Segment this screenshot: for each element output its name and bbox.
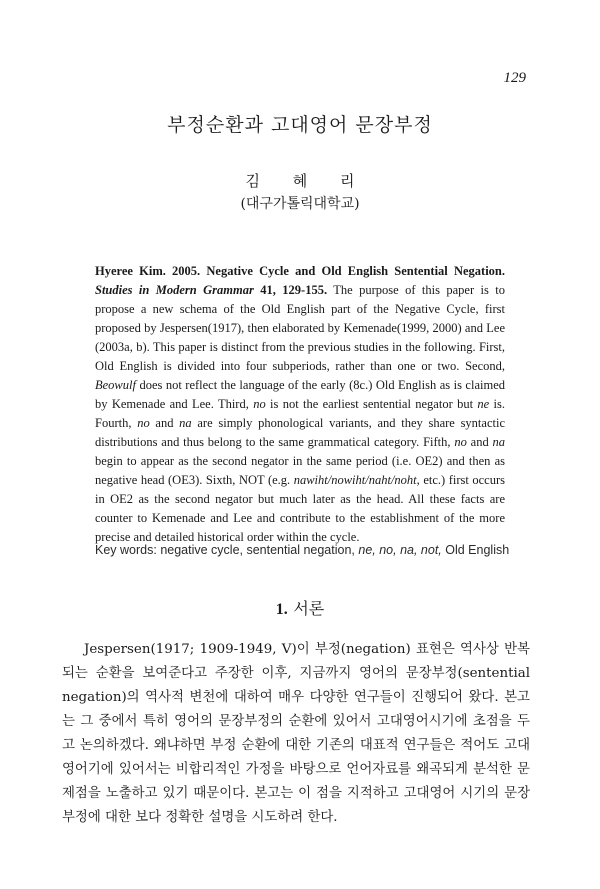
keywords-plain: negative cycle, sentential negation, bbox=[156, 543, 359, 557]
abstract-italic-term: Beowulf bbox=[95, 378, 136, 392]
citation-author: Hyeree Kim. 2005. bbox=[95, 264, 201, 278]
abstract-italic-term: ne bbox=[477, 397, 490, 411]
citation-title: Negative Cycle and Old English Sentential Negation. bbox=[206, 264, 506, 278]
abstract-italic-term: no bbox=[454, 435, 467, 449]
author-affiliation: (대구가톨릭대학교) bbox=[240, 196, 360, 212]
keywords-tail: Old English bbox=[441, 543, 510, 557]
author-name: 김 혜 리 bbox=[245, 172, 369, 190]
abstract-italic-term: na bbox=[492, 435, 505, 449]
abstract-text-run: and bbox=[149, 416, 180, 430]
abstract bbox=[95, 262, 505, 547]
abstract-body bbox=[95, 283, 505, 544]
keywords-italic: ne, no, na, not, bbox=[358, 543, 442, 557]
paper-title: 부정순환과 고대영어 문장부정 bbox=[167, 114, 433, 136]
body-paragraph: Jespersen(1917; 1909-1949, V)이 부정(negation) 표현은 역사상 반복되는 순환을 보여준다고 주장한 이후, 지금까지 영어의 문장부정(sentential negation)의 역사적 변천에 대하여 매우 다양한 연구들이 진행되어 왔다. 본고는 그 중에서 특히 영어의 문장부정의 순환에 있어서 고대영어시기에 초점을 두고 논의하겠다. 왜냐하면 부정 순환에 대한 기존의 대표적 연구들은 적어도 고대영어기에 있어서는 비합리적인 가정을 바탕으로 언어자료를 왜곡되게 분석한 문제점을 노출하고 있기 때문이다. 본고는 이 점을 지적하고 고대영어 시기의 문장부정에 대한 보다 정확한 설명을 시도하려 한다. bbox=[62, 642, 530, 825]
section-heading bbox=[0, 596, 600, 619]
keywords-label: Key words: bbox=[95, 543, 157, 557]
citation-journal: Studies in Modern Grammar bbox=[95, 283, 254, 297]
section-title: 서론 bbox=[293, 599, 325, 618]
abstract-italic-term: na bbox=[179, 416, 192, 430]
citation-pages: 41, 129-155. bbox=[260, 283, 328, 297]
abstract-text-run: , etc.) first occurs in OE2 as the second negator but much later as the head. All these facts are counter to Kemenade and Lee and contribute to the establishment of the more precise and detailed historical order within the cycle. bbox=[95, 473, 506, 544]
abstract-text-run: The purpose of this paper is to propose a new schema of the Old English part of the Negative Cycle, first proposed by Jespersen(1917), then elaborated by Kemenade(1999, 2000) and Lee (2003a, b). This paper is distinct from the previous studies in the following. First, Old English is divided into four subperiods, rather than one or two. Second, bbox=[95, 283, 505, 373]
abstract-italic-term: no bbox=[253, 397, 266, 411]
keywords bbox=[95, 541, 515, 559]
abstract-italic-term: no bbox=[137, 416, 150, 430]
abstract-text-run: and bbox=[466, 435, 493, 449]
abstract-text-run: is not the earliest sentential negator but bbox=[265, 397, 478, 411]
abstract-text-run: is. Fourth, bbox=[95, 397, 505, 430]
abstract-text-run: does not reflect the language of the early (8c.) Old English as is claimed by Kemenade and Lee. Third, bbox=[95, 378, 505, 411]
abstract-text-run: are simply phonological variants, and they share syntactic distributions and thus belong to the same grammatical category. Fifth, bbox=[95, 416, 505, 449]
abstract-text-run: begin to appear as the second negator in the same period (i.e. OE2) and then as negative head (OE3). Sixth, NOT (e.g. bbox=[95, 454, 505, 487]
abstract-italic-term: nawiht/nowiht/naht/noht bbox=[293, 473, 417, 487]
section-number: 1. bbox=[275, 601, 288, 618]
page-number: 129 bbox=[503, 70, 526, 86]
